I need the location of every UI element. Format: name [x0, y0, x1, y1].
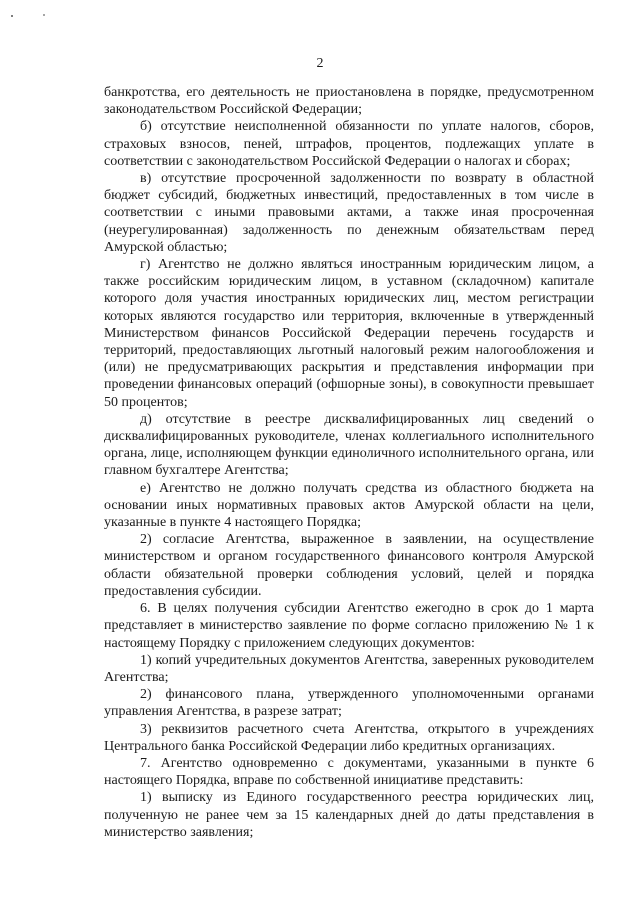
document-body — [104, 84, 594, 841]
paragraph-6: 6. В целях получения субсидии Агентство ежегодно в срок до 1 марта представляет в министерство заявление по форме согласно приложению № 1 к настоящему Порядку с приложением следующих документов: — [104, 601, 594, 651]
paragraph-7: 7. Агентство одновременно с документами, указанными в пункте 6 настоящего Порядка, вправе по собственной инициативе представить: — [104, 755, 594, 789]
paragraph-7-item-1: 1) выписку из Единого государственного реестра юридических лиц, полученную не ранее чем за 15 календарных дней до даты представления в министерство заявления; — [104, 790, 594, 840]
paragraph-b: б) отсутствие неисполненной обязанности по уплате налогов, сборов, страховых взносов, пеней, штрафов, процентов, подлежащих уплате в соответствии с законодательством Российской Федерации о налогах и сборах; — [104, 119, 594, 169]
paragraph-6-item-1: 1) копий учредительных документов Агентства, заверенных руководителем Агентства; — [104, 652, 594, 685]
paragraph-v: в) отсутствие просроченной задолженности по возврату в областной бюджет субсидий, бюджетных инвестиций, предоставленных в том числе в соответствии с иными правовыми актами, а также иная просроченная (неурегулированная) задолженность по денежным обязательствам перед Амурской областью; — [104, 171, 594, 255]
paragraph-e: е) Агентство не должно получать средства из областного бюджета на основании иных нормативных правовых актов Амурской области на цели, указанные в пункте 4 настоящего Порядка; — [104, 480, 594, 531]
paragraph-6-item-2: 2) финансового плана, утвержденного уполномоченными органами управления Агентства, в разрезе затрат; — [104, 687, 594, 720]
page-number: 2 — [316, 56, 324, 71]
scan-specks — [8, 10, 58, 22]
paragraph-g: г) Агентство не должно являться иностранным юридическим лицом, а также российским юридическим лицом, в уставном (складочном) капитале которого доля участия иностранных юридических лиц, местом регистрации которых являются государство или территория, включенные в утвержденный Министерством финансов Российской Федерации перечень государств и территорий, предоставляющих льготный налоговый режим налогообложения и (или) не предусматривающих раскрытия и представления информации при проведении финансовых операций (офшорные зоны), в совокупности превышает 50 процентов; — [104, 257, 594, 410]
paragraph-6-item-3: 3) реквизитов расчетного счета Агентства, открытого в учреждениях Центрального банка Российской Федерации либо кредитных организациях. — [104, 721, 594, 754]
paragraph-consent: 2) согласие Агентства, выраженное в заявлении, на осуществление министерством и органом государственного финансового контроля Амурской области обязательной проверки соблюдения условий, целей и порядка предоставления субсидии. — [104, 532, 594, 599]
paragraph-d: д) отсутствие в реестре дисквалифицированных лиц сведений о дисквалифицированных руководителе, членах коллегиального исполнительного органа, лице, исполняющем функции единоличного исполнительного органа, или главном бухгалтере Агентства; — [104, 411, 594, 479]
paragraph-continuation: банкротства, его деятельность не приостановлена в порядке, предусмотренном законодательством Российской Федерации; — [104, 85, 594, 118]
